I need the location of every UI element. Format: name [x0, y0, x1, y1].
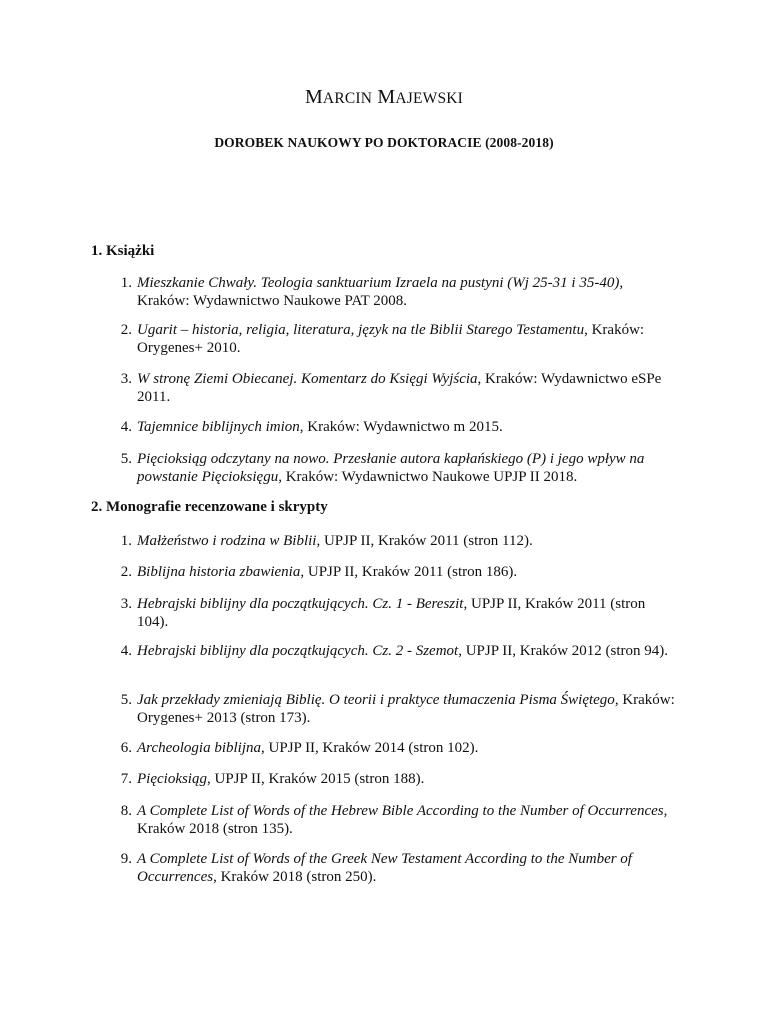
- list-item: 8. A Complete List of Words of the Hebrew Bible According to the Number of Occurrences, Kraków 2018 (stron 135).: [120, 803, 668, 837]
- list-item: 7. Pięcioksiąg, UPJP II, Kraków 2015 (stron 188).: [120, 771, 425, 787]
- list-item: 9. A Complete List of Words of the Greek New Testament According to the Number of Occurrences, Kraków 2018 (stron 250).: [120, 851, 632, 885]
- list-item: 2. Biblijna historia zbawienia, UPJP II, Kraków 2011 (stron 186).: [120, 564, 518, 580]
- author-name: MARCIN MAJEWSKI: [304, 86, 464, 108]
- list-item: 1. Mieszkanie Chwały. Teologia sanktuarium Izraela na pustyni (Wj 25-31 i 35-40), Kraków: Wydawnictwo Naukowe PAT 2008.: [120, 275, 624, 309]
- list-item: 5. Pięcioksiąg odczytany na nowo. Przesłanie autora kapłańskiego (P) i jego wpływ na powstanie Pięcioksięgu, Kraków: Wydawnictwo Naukowe UPJP II 2018.: [120, 451, 645, 485]
- list-item: 6. Archeologia biblijna, UPJP II, Kraków 2014 (stron 102).: [120, 740, 479, 756]
- list-item: 4. Tajemnice biblijnych imion, Kraków: Wydawnictwo m 2015.: [120, 419, 503, 435]
- list-item: 2. Ugarit – historia, religia, literatura, język na tle Biblii Starego Testamentu, Kraków: Orygenes+ 2010.: [120, 322, 645, 356]
- document-subtitle: DOROBEK NAUKOWY PO DOKTORACIE (2008-2018): [214, 135, 554, 150]
- list-item: 4. Hebrajski biblijny dla początkujących. Cz. 2 - Szemot, UPJP II, Kraków 2012 (stron 94).: [120, 643, 669, 659]
- list-item: 3. Hebrajski biblijny dla początkujących. Cz. 1 - Bereszit, UPJP II, Kraków 2011 (stron 104).: [120, 596, 646, 630]
- section-heading-books: 1. Książki: [91, 243, 155, 259]
- section-heading-monographs: 2. Monografie recenzowane i skrypty: [91, 499, 328, 515]
- list-item: 1. Małżeństwo i rodzina w Biblii, UPJP II, Kraków 2011 (stron 112).: [120, 533, 533, 549]
- list-item: 3. W stronę Ziemi Obiecanej. Komentarz do Księgi Wyjścia, Kraków: Wydawnictwo eSPe 2011.: [120, 371, 662, 405]
- list-item: 5. Jak przekłady zmieniają Biblię. O teorii i praktyce tłumaczenia Pisma Świętego, Kraków: Orygenes+ 2013 (stron 173).: [120, 692, 675, 726]
